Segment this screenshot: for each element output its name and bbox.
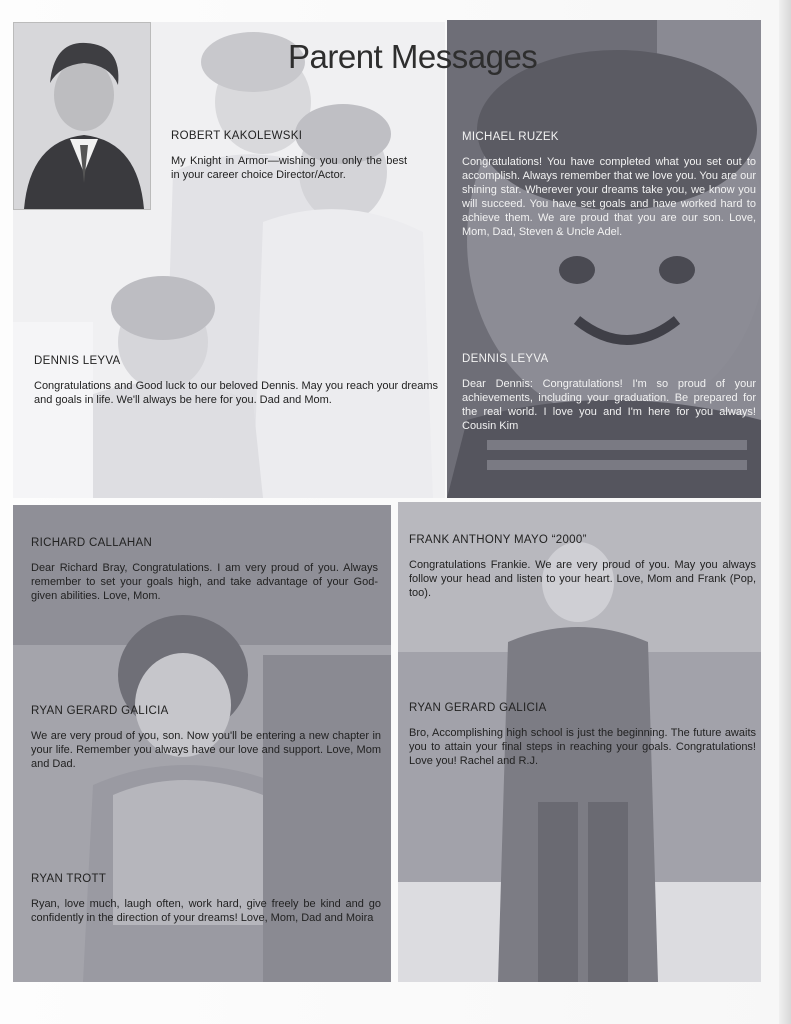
message-name: RYAN GERARD GALICIA [409,702,547,714]
message-richard-callahan [31,537,378,603]
message-michael-ruzek [462,131,756,239]
message-name: RICHARD CALLAHAN [31,537,153,549]
message-ryan-trott [31,873,381,925]
message-name: MICHAEL RUZEK [462,131,559,143]
message-body: My Knight in Armor—wishing you only the best in your career choice Director/Actor. [171,155,407,181]
message-body: We are very proud of you, son. Now you'll be entering a new chapter in your life. Remember you always have our love and support. Love, Mom and Dad. [31,730,381,770]
message-body: Bro, Accomplishing high school is just the beginning. The future awaits you to attain your final steps in reaching your goals. Congratulations! Love you! Rachel and R.J. [409,727,756,767]
message-body: Congratulations and Good luck to our beloved Dennis. May you reach your dreams and goals in life. We'll always be here for you. Dad and Mom. [34,380,438,406]
message-robert-kakolewski [171,130,407,182]
message-name: RYAN GERARD GALICIA [31,705,169,717]
message-name: DENNIS LEYVA [34,355,121,367]
message-name: RYAN TROTT [31,873,107,885]
message-body: Congratulations! You have completed what you set out to accomplish. Always remember that we love you. You are our shining star. Wherever your dreams take you, we know you will succeed. You have set goals and have worked hard to achieve them. We are proud that you are our son. Love, Mom, Dad, Steven & Uncle Adel. [462,156,756,238]
message-body: Dear Dennis: Congratulations! I'm so proud of your achievements, including your graduation. Be prepared for the real world. I love you and I'm here for you always! Cousin Kim [462,378,756,432]
page-edge-shadow [779,0,791,1024]
message-name: DENNIS LEYVA [462,353,549,365]
message-dennis-leyva-cousin [462,353,756,433]
message-name: ROBERT KAKOLEWSKI [171,130,303,142]
message-name: FRANK ANTHONY MAYO “2000” [409,534,587,546]
message-body: Ryan, love much, laugh often, work hard, give freely be kind and go confidently in the direction of your dreams! Love, Mom, Dad and Moira [31,898,381,924]
message-ryan-gerard-galicia-sister [409,702,756,768]
message-ryan-gerard-galicia-parents [31,705,381,771]
message-dennis-leyva-parents [34,355,438,407]
message-body: Congratulations Frankie. We are very proud of you. May you always follow your head and listen to your heart. Love, Mom and Frank (Pop, too). [409,559,756,599]
message-frank-anthony-mayo [409,534,756,600]
portrait-photo [13,22,151,210]
message-body: Dear Richard Bray, Congratulations. I am very proud of you. Always remember to set your goals high, and take advantage of your God-given abilities. Love, Mom. [31,562,378,602]
page-title: Parent Messages [288,38,538,75]
